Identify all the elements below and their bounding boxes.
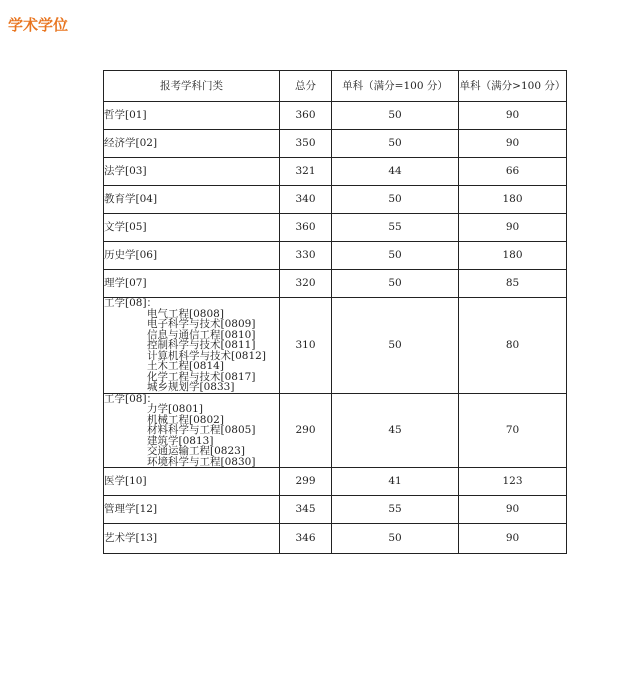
total-cell: 330 xyxy=(280,242,332,270)
total-cell: 321 xyxy=(280,158,332,186)
subject-item: 环境科学与工程[0830] xyxy=(147,455,256,468)
single-over-100-cell: 85 xyxy=(459,270,567,298)
single-100-cell: 55 xyxy=(332,496,459,524)
category-cell: 医学[10] xyxy=(104,468,280,496)
table-row xyxy=(104,186,567,214)
table-row xyxy=(104,130,567,158)
table-row-multi xyxy=(104,298,567,394)
single-100-cell: 50 xyxy=(332,270,459,298)
table-row xyxy=(104,214,567,242)
table-header-row xyxy=(104,71,567,102)
total-cell: 360 xyxy=(280,102,332,130)
subject-item: 化学工程与技术[0817] xyxy=(147,370,256,383)
category-cell: 管理学[12] xyxy=(104,496,280,524)
subject-item: 电气工程[0808] xyxy=(147,307,224,320)
category-cell: 文学[05] xyxy=(104,214,280,242)
single-over-100-cell: 70 xyxy=(459,393,567,468)
total-cell: 346 xyxy=(280,524,332,554)
header-single-100: 单科（满分=100 分） xyxy=(332,71,459,102)
header-category: 报考学科门类 xyxy=(104,71,280,102)
category-cell: 理学[07] xyxy=(104,270,280,298)
single-over-100-cell: 80 xyxy=(459,298,567,394)
total-cell: 290 xyxy=(280,393,332,468)
score-table xyxy=(103,70,567,554)
single-100-cell: 50 xyxy=(332,242,459,270)
table-row xyxy=(104,496,567,524)
single-over-100-cell: 90 xyxy=(459,130,567,158)
table-row xyxy=(104,270,567,298)
category-cell: 法学[03] xyxy=(104,158,280,186)
single-over-100-cell: 90 xyxy=(459,496,567,524)
single-100-cell: 50 xyxy=(332,130,459,158)
total-cell: 340 xyxy=(280,186,332,214)
subject-item: 交通运输工程[0823] xyxy=(147,445,245,457)
single-100-cell: 50 xyxy=(332,186,459,214)
table-row xyxy=(104,242,567,270)
single-over-100-cell: 180 xyxy=(459,242,567,270)
subject-item: 土木工程[0814] xyxy=(147,360,224,372)
subject-item: 力学[0801] xyxy=(147,403,203,415)
table-row xyxy=(104,158,567,186)
total-cell: 320 xyxy=(280,270,332,298)
subject-item: 建筑学[0813] xyxy=(147,434,214,447)
single-100-cell: 50 xyxy=(332,298,459,394)
category-cell: 艺术学[13] xyxy=(104,524,280,554)
total-cell: 360 xyxy=(280,214,332,242)
category-group-title: 工学[08]： xyxy=(104,297,158,309)
single-100-cell: 55 xyxy=(332,214,459,242)
single-over-100-cell: 90 xyxy=(459,102,567,130)
table-row-multi xyxy=(104,393,567,468)
subject-item: 电子科学与技术[0809] xyxy=(147,318,256,330)
single-100-cell: 41 xyxy=(332,468,459,496)
table-row xyxy=(104,102,567,130)
subject-item: 计算机科学与技术[0812] xyxy=(147,349,266,362)
category-group-cell xyxy=(104,298,280,394)
single-over-100-cell: 66 xyxy=(459,158,567,186)
category-group-title: 工学[08]： xyxy=(104,392,158,405)
single-100-cell: 45 xyxy=(332,393,459,468)
total-cell: 299 xyxy=(280,468,332,496)
single-over-100-cell: 90 xyxy=(459,214,567,242)
subject-item: 控制科学与技术[0811] xyxy=(147,339,256,351)
total-cell: 310 xyxy=(280,298,332,394)
subject-item: 材料科学与工程[0805] xyxy=(147,424,256,436)
single-100-cell: 44 xyxy=(332,158,459,186)
section-title: 学术学位 xyxy=(8,16,69,34)
header-total: 总分 xyxy=(280,71,332,102)
total-cell: 345 xyxy=(280,496,332,524)
single-over-100-cell: 90 xyxy=(459,524,567,554)
category-cell: 经济学[02] xyxy=(104,130,280,158)
total-cell: 350 xyxy=(280,130,332,158)
header-single-over-100: 单科（满分>100 分） xyxy=(459,71,567,102)
subject-item: 信息与通信工程[0810] xyxy=(147,328,256,341)
single-100-cell: 50 xyxy=(332,524,459,554)
table-row xyxy=(104,524,567,554)
single-over-100-cell: 180 xyxy=(459,186,567,214)
subject-item: 城乡规划学[0833] xyxy=(147,381,235,393)
category-cell: 哲学[01] xyxy=(104,102,280,130)
table-row xyxy=(104,468,567,496)
single-100-cell: 50 xyxy=(332,102,459,130)
subject-item: 机械工程[0802] xyxy=(147,413,224,426)
category-cell: 历史学[06] xyxy=(104,242,280,270)
single-over-100-cell: 123 xyxy=(459,468,567,496)
category-group-cell xyxy=(104,393,280,468)
category-cell: 教育学[04] xyxy=(104,186,280,214)
